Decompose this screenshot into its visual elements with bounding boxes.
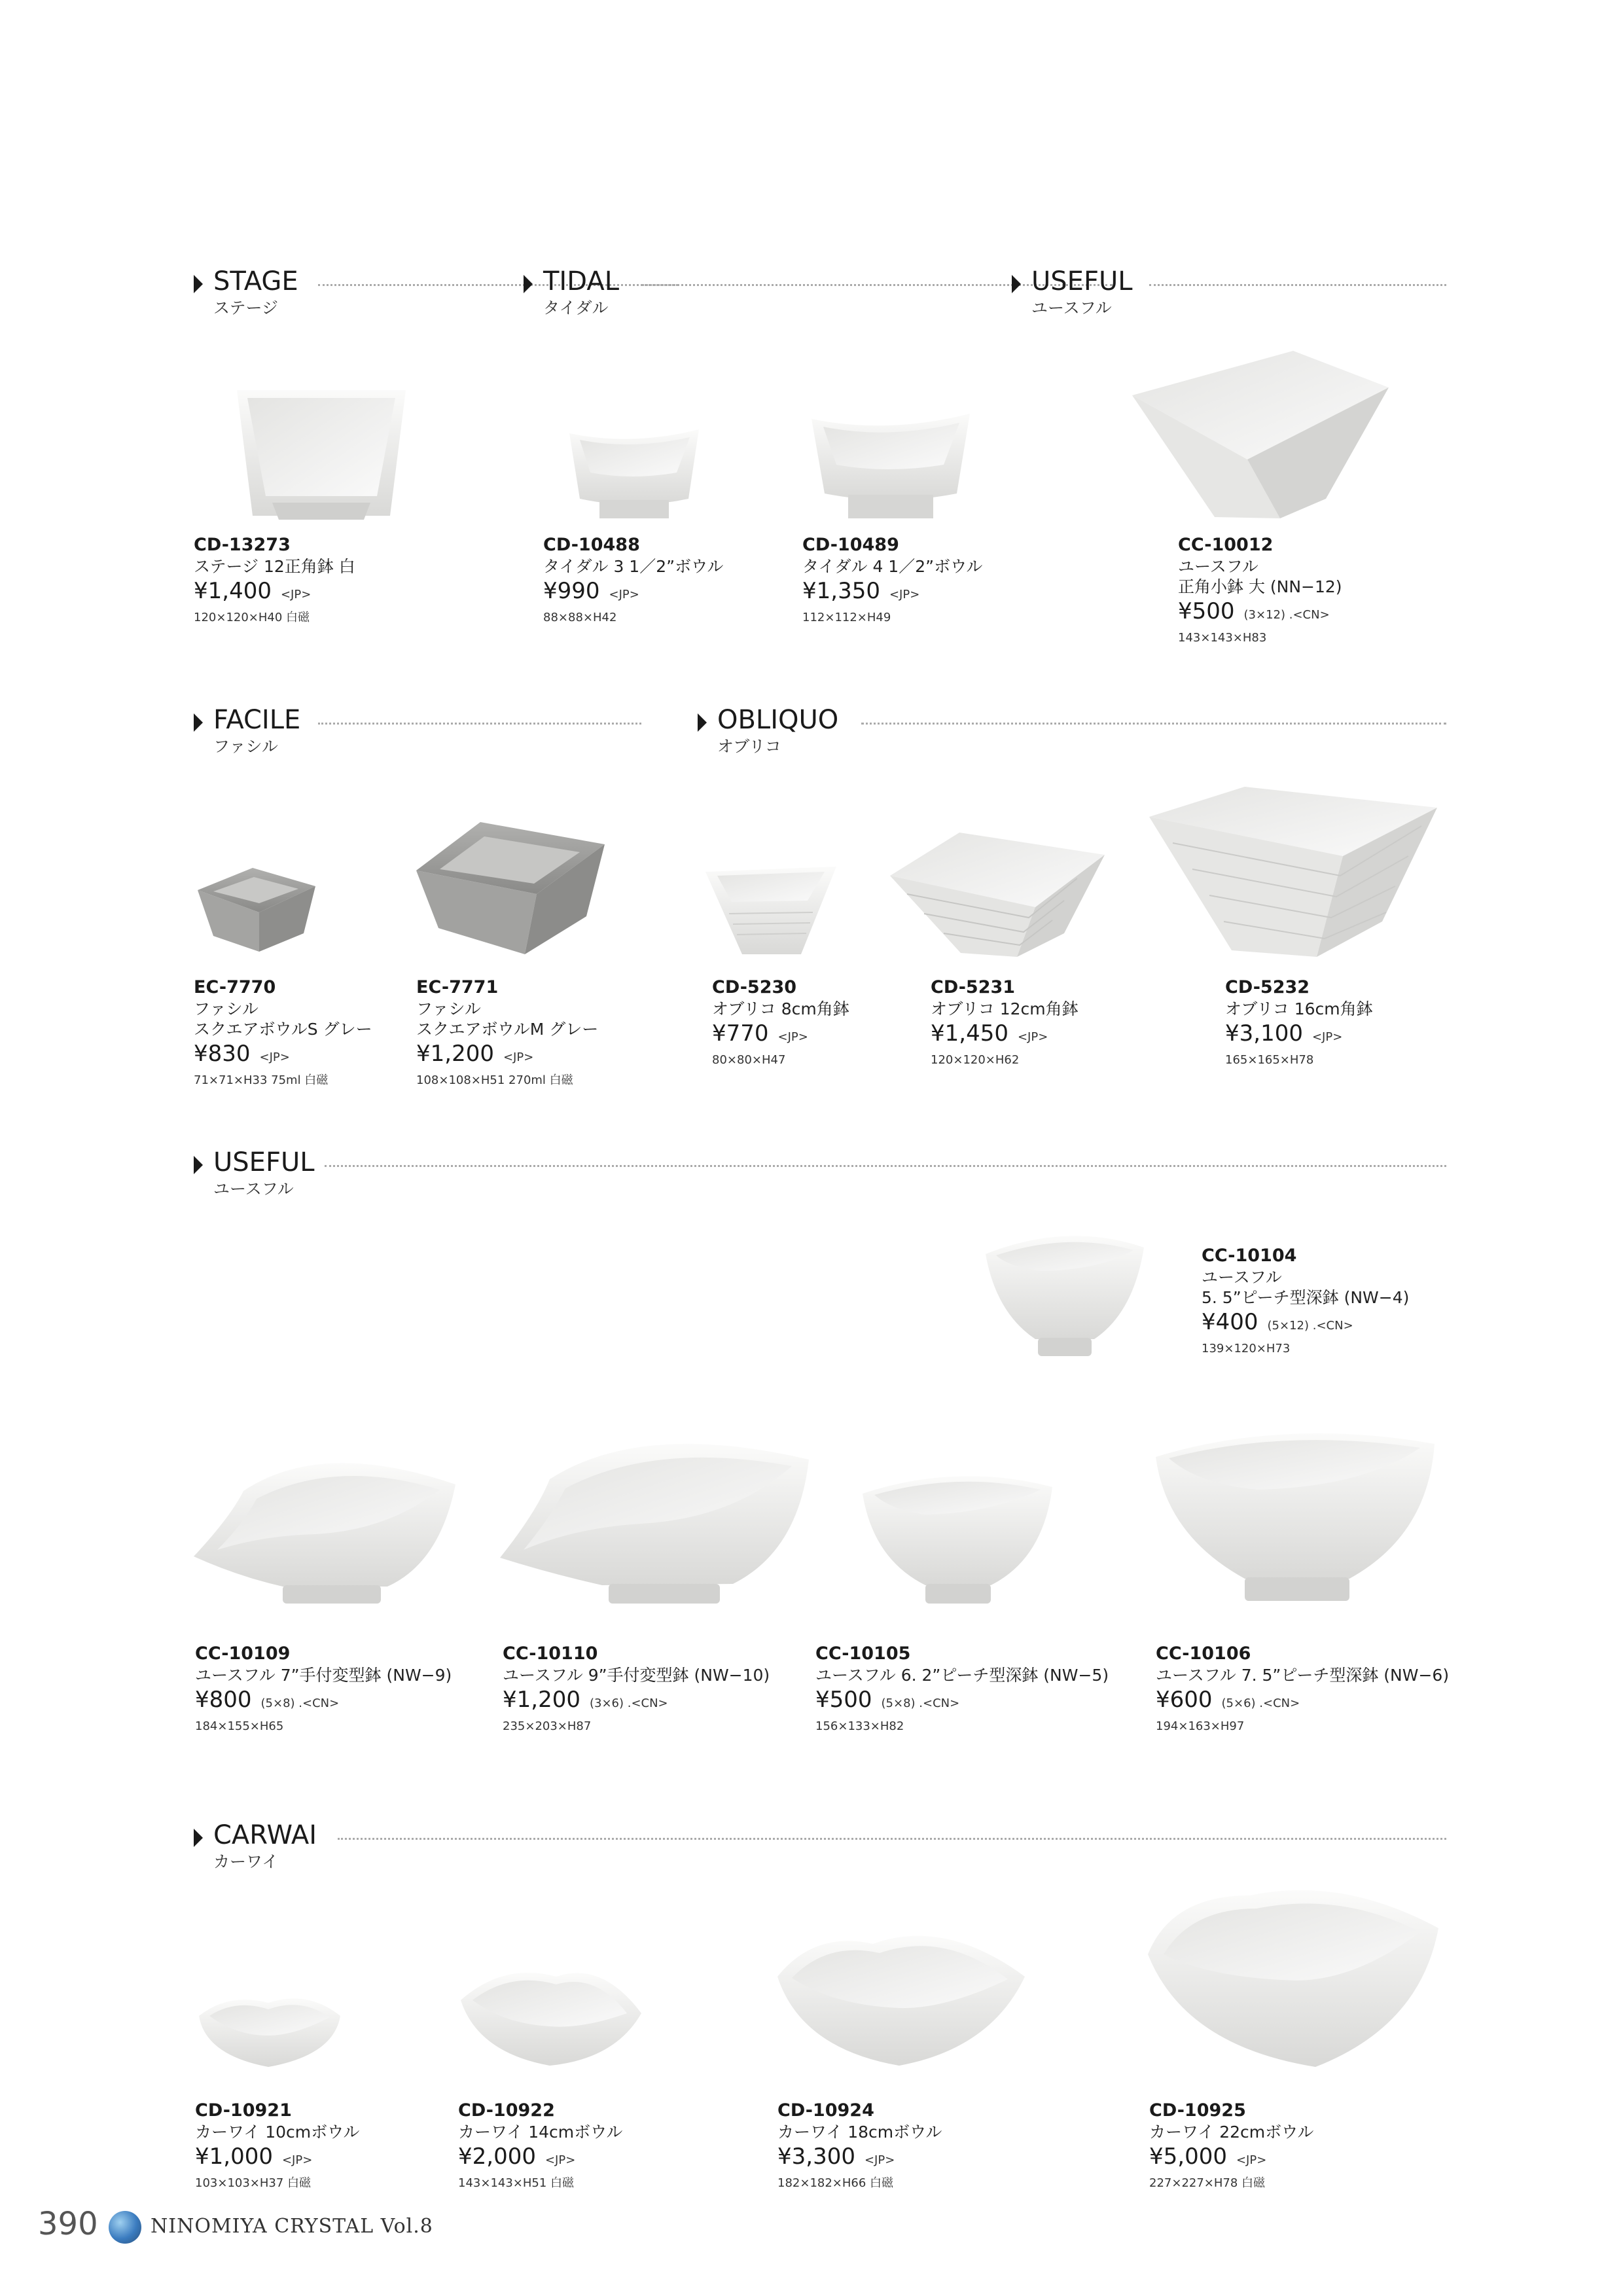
product-name: タイダル 4 1／2”ボウル [802,557,983,576]
product-name: オブリコ 16cm角鉢 [1225,999,1373,1018]
product-origin: (5×8) .<CN> [260,1696,340,1710]
product-name: ユースフル 7”手付変型鉢 (NW−9) [195,1666,452,1685]
product-dimensions: 165×165×H78 [1225,1053,1314,1067]
chevron-right-icon [524,275,533,293]
product-image-cd-10488 [567,427,702,522]
product-image-cc-10110 [497,1433,812,1606]
product-name: ユースフル 6. 2”ピーチ型深鉢 (NW−5) [815,1666,1109,1685]
product-name: カーワイ 14cmボウル [458,2123,623,2142]
product-cd-10488 [543,534,723,626]
product-cd-10924 [777,2100,942,2192]
product-dimensions: 71×71×H33 75ml 白磁 [194,1073,329,1087]
product-origin: <JP> [280,588,312,601]
dotted-rule [1149,284,1446,286]
product-price: ¥3,100 [1225,1020,1303,1047]
product-name-line-2: 5. 5”ピーチ型深鉢 (NW−4) [1202,1288,1410,1307]
product-code: CC-10110 [503,1643,598,1664]
product-cc-10106 [1156,1643,1449,1735]
product-name: ユースフル [1178,557,1258,576]
product-cd-13273 [194,534,355,626]
product-image-cd-10921 [196,1990,343,2070]
product-image-cd-10924 [775,1924,1027,2070]
product-price: ¥400 [1202,1309,1258,1335]
product-dimensions: 184×155×H65 [195,1719,284,1733]
section-title: TIDAL [543,266,619,296]
product-origin: <JP> [503,1050,534,1064]
product-dimensions: 182×182×H66 白磁 [777,2176,894,2190]
dotted-rule [861,723,1446,725]
product-name: ユースフル 9”手付変型鉢 (NW−10) [503,1666,770,1685]
product-code: EC-7770 [194,977,276,997]
dotted-rule [318,284,678,286]
product-price: ¥2,000 [458,2144,536,2170]
product-dimensions: 139×120×H73 [1202,1342,1291,1355]
product-name-line-2: スクエアボウルS グレー [194,1020,372,1039]
product-cd-10925 [1149,2100,1313,2192]
section-subtitle: ユースフル [213,1179,294,1198]
brand-name: NINOMIYA CRYSTAL Vol.8 [151,2215,433,2238]
product-cc-10105 [815,1643,1109,1735]
product-cd-5232 [1225,977,1373,1069]
dotted-rule [338,1838,1446,1840]
product-price: ¥1,400 [194,578,272,604]
product-code: CD-10922 [458,2100,555,2121]
product-name: ステージ 12正角鉢 白 [194,557,355,576]
product-price: ¥830 [194,1041,251,1067]
product-name: ファシル [416,999,481,1018]
product-ec-7770 [194,977,372,1089]
product-image-cc-10105 [860,1467,1055,1606]
chevron-right-icon [698,713,707,732]
product-price: ¥800 [195,1687,252,1713]
product-cc-10109 [195,1643,452,1735]
product-code: CC-10106 [1156,1643,1251,1664]
product-price: ¥500 [815,1687,872,1713]
product-price: ¥600 [1156,1687,1213,1713]
section-title: FACILE [213,705,301,735]
product-code: CD-13273 [194,535,291,555]
product-ec-7771 [416,977,598,1089]
product-origin: <JP> [777,1030,808,1044]
product-price: ¥500 [1178,598,1235,624]
section-subtitle: ステージ [213,298,279,317]
product-origin: <JP> [544,2153,576,2167]
section-title: OBLIQUO [717,705,839,735]
product-price: ¥5,000 [1149,2144,1227,2170]
product-origin: (5×6) .<CN> [1221,1696,1300,1710]
section-title: USEFUL [213,1147,315,1177]
product-origin: <JP> [609,588,639,601]
product-name-line-2: スクエアボウルM グレー [416,1020,599,1039]
product-price: ¥990 [543,578,600,604]
section-title: STAGE [213,266,298,296]
product-origin: <JP> [889,588,920,601]
product-code: CD-10924 [777,2100,874,2121]
product-dimensions: 143×143×H51 白磁 [458,2176,575,2190]
section-subtitle: タイダル [543,298,609,317]
product-price: ¥1,200 [416,1041,494,1067]
product-origin: <JP> [864,2153,895,2167]
product-price: ¥1,200 [503,1687,580,1713]
product-price: ¥3,300 [777,2144,855,2170]
product-image-cd-10489 [809,411,972,522]
product-image-cd-13273 [233,385,410,522]
section-subtitle: カーワイ [213,1852,279,1871]
product-origin: (3×12) .<CN> [1243,608,1330,622]
product-dimensions: 103×103×H37 白磁 [195,2176,312,2190]
chevron-right-icon [194,713,203,732]
product-cd-5230 [712,977,849,1069]
product-code: CC-10012 [1178,535,1274,555]
product-origin: (5×8) .<CN> [881,1696,960,1710]
product-image-cd-5231 [887,829,1107,960]
product-origin: <JP> [259,1050,290,1064]
product-name: カーワイ 18cmボウル [777,2123,942,2142]
chevron-right-icon [194,275,203,293]
product-dimensions: 156×133×H82 [815,1719,904,1733]
product-code: CD-5232 [1225,977,1310,997]
product-price: ¥770 [712,1020,769,1047]
section-subtitle: ファシル [213,737,278,756]
product-code: CD-5231 [931,977,1016,997]
product-cc-10012 [1178,534,1342,647]
product-dimensions: 143×143×H83 [1178,631,1267,645]
product-dimensions: 120×120×H40 白磁 [194,611,310,624]
product-name: タイダル 3 1／2”ボウル [543,557,724,576]
globe-icon [109,2211,141,2244]
dotted-rule [325,1165,1446,1167]
dotted-rule [318,723,641,725]
product-origin: (3×6) .<CN> [589,1696,668,1710]
product-code: CC-10104 [1202,1246,1297,1266]
product-dimensions: 120×120×H62 [931,1053,1020,1067]
page-number: 390 [38,2206,98,2242]
product-dimensions: 108×108×H51 270ml 白磁 [416,1073,573,1087]
product-image-cc-10012 [1130,348,1391,521]
chevron-right-icon [1012,275,1021,293]
product-code: CD-10488 [543,535,640,555]
product-code: EC-7771 [416,977,499,997]
product-price: ¥1,000 [195,2144,273,2170]
product-code: CD-10489 [802,535,899,555]
section-title: USEFUL [1031,266,1133,296]
product-origin: <JP> [1017,1030,1048,1044]
product-code: CD-10921 [195,2100,292,2121]
product-image-cd-10925 [1145,1882,1441,2072]
product-dimensions: 227×227×H78 白磁 [1149,2176,1266,2190]
chevron-right-icon [194,1829,203,1847]
product-code: CC-10109 [195,1643,291,1664]
product-cc-10110 [503,1643,770,1735]
product-origin: <JP> [1236,2153,1267,2167]
product-origin: <JP> [281,2153,313,2167]
product-name: カーワイ 22cmボウル [1149,2123,1314,2142]
product-name: オブリコ 8cm角鉢 [712,999,849,1018]
product-price: ¥1,350 [802,578,880,604]
product-image-cd-10922 [458,1961,644,2070]
product-code: CC-10105 [815,1643,911,1664]
product-image-cc-10104 [983,1228,1147,1359]
section-title: CARWAI [213,1820,317,1850]
product-cd-10489 [802,534,982,626]
product-dimensions: 112×112×H49 [802,611,891,624]
product-code: CD-5230 [712,977,797,997]
product-origin: <JP> [1311,1030,1343,1044]
product-dimensions: 88×88×H42 [543,611,617,624]
product-cd-10921 [195,2100,359,2192]
product-image-cc-10106 [1153,1424,1437,1606]
product-cd-5231 [931,977,1079,1069]
product-name: オブリコ 12cm角鉢 [931,999,1079,1018]
product-origin: (5×12) .<CN> [1267,1319,1353,1333]
product-name-line-2: 正角小鉢 大 (NN−12) [1178,577,1342,596]
product-image-cd-5230 [703,861,839,958]
product-name: ファシル [194,999,259,1018]
product-dimensions: 235×203×H87 [503,1719,592,1733]
product-name: カーワイ 10cmボウル [195,2123,360,2142]
product-code: CD-10925 [1149,2100,1246,2121]
section-subtitle: オブリコ [717,737,781,756]
product-image-cc-10109 [191,1452,458,1606]
product-dimensions: 80×80×H47 [712,1053,786,1067]
product-image-cd-5232 [1147,784,1440,960]
product-cd-10922 [458,2100,622,2192]
product-dimensions: 194×163×H97 [1156,1719,1245,1733]
product-name: ユースフル 7. 5”ピーチ型深鉢 (NW−6) [1156,1666,1450,1685]
section-subtitle: ユースフル [1031,298,1112,317]
product-name: ユースフル [1202,1268,1282,1287]
product-image-ec-7771 [412,818,609,958]
product-cc-10104 [1202,1245,1409,1357]
product-image-ec-7770 [194,864,318,956]
chevron-right-icon [194,1156,203,1174]
product-price: ¥1,450 [931,1020,1008,1047]
